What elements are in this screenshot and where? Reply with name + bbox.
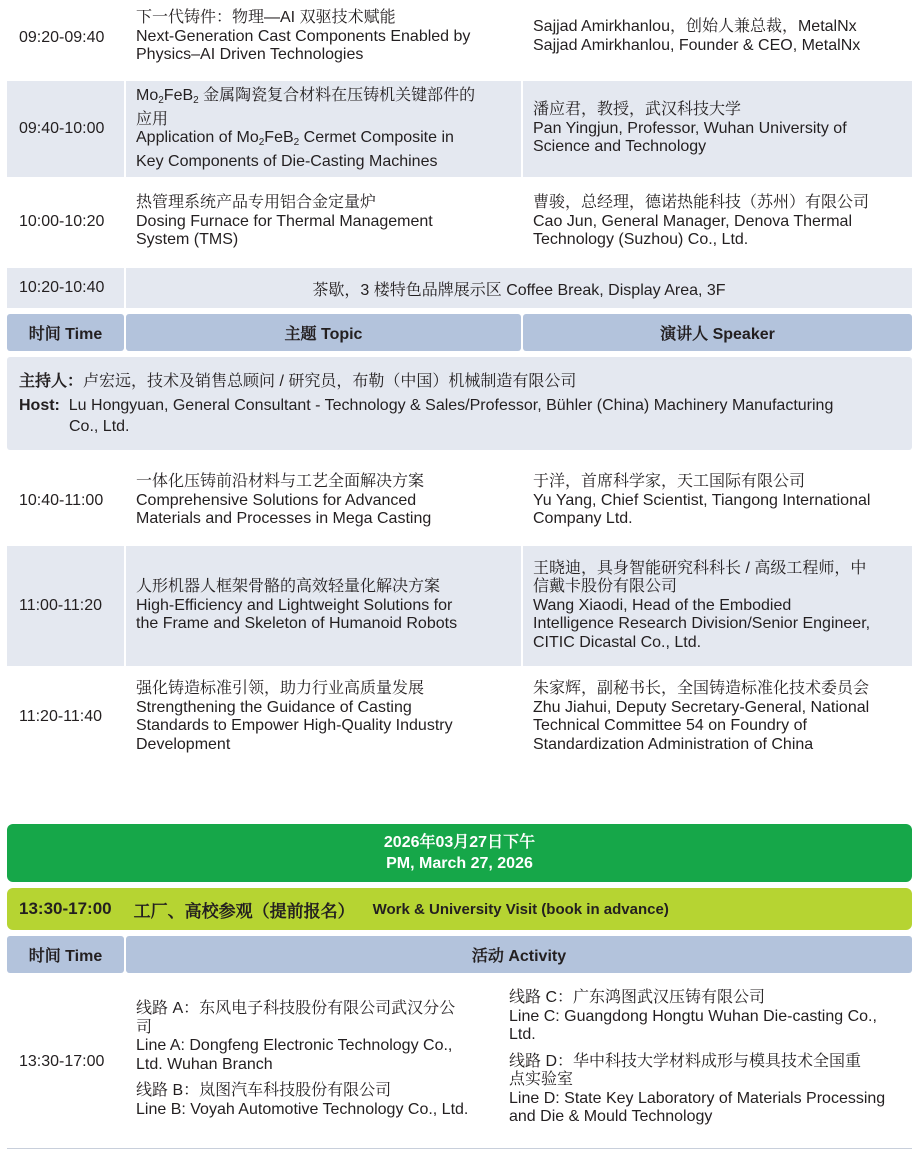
speaker-line: Company Ltd. xyxy=(533,510,633,528)
session-time: 09:40-10:00 xyxy=(7,81,124,177)
route-d: 线路 D：华中科技大学材料成形与模具技术全国重 点实验室 Line D: State Key Laboratory of Materials Processing and Die & Mould Technology xyxy=(509,1052,886,1125)
speaker-line: Standardization Administration of China xyxy=(533,735,814,753)
host-text-cn: 卢宏远，技术及销售总顾问 / 研究员，布勒（中国）机械制造有限公司 xyxy=(83,373,577,390)
host-label-en: Host: xyxy=(19,397,60,414)
route-c: 线路 C：广东鸿图武汉压铸有限公司 Line C: Guangdong Hongtu Wuhan Die-casting Co., Ltd. xyxy=(509,989,877,1043)
pm-date-cn: 2026年03月27日下午 xyxy=(383,834,536,851)
speaker-line: Science and Technology xyxy=(533,138,707,156)
pm-date-banner xyxy=(7,824,912,882)
topic-en-line: Strengthening the Guidance of Casting xyxy=(136,698,412,716)
coffee-text: 茶歇，3 楼特色品牌展示区 Coffee Break, Display Area, 3F xyxy=(126,268,912,308)
topic-en-line: High-Efficiency and Lightweight Solutions for xyxy=(136,596,453,614)
header-speaker: 演讲人 Speaker xyxy=(523,314,912,351)
visit-row xyxy=(7,979,912,1145)
session-topic xyxy=(126,182,521,262)
topic-en-line: Development xyxy=(136,735,231,753)
topic-en-line: Application of $Mo_2FeB_2$ Cermet Composite in xyxy=(136,129,454,148)
visit-banner-en: Work & University Visit (book in advance) xyxy=(372,900,669,918)
topic-cn: 强化铸造标准引领，助力行业高质量发展 xyxy=(136,680,425,697)
topic-en-line: Comprehensive Solutions for Advanced xyxy=(136,491,417,509)
session-row xyxy=(7,182,912,262)
host-block xyxy=(7,357,912,450)
session-row xyxy=(7,546,912,666)
speaker-line: 潘应君，教授，武汉科技大学 xyxy=(533,101,742,119)
activity-table-header xyxy=(7,936,912,973)
speaker-line: Yu Yang, Chief Scientist, Tiangong International xyxy=(533,491,871,509)
header-time: 时间 Time xyxy=(7,314,124,351)
session-row xyxy=(7,81,912,177)
topic-en-line: Dosing Furnace for Thermal Management xyxy=(136,212,433,230)
topic-en-line: Materials and Processes in Mega Casting xyxy=(136,510,432,528)
session-speaker xyxy=(523,546,912,666)
speaker-line: Technical Committee 54 on Foundry of xyxy=(533,717,807,734)
session-topic xyxy=(126,671,521,763)
topic-cn: 人形机器人框架骨骼的高效轻量化解决方案 xyxy=(136,578,441,596)
topic-en-line: System (TMS) xyxy=(136,231,239,249)
visit-banner-time: 13:30-17:00 xyxy=(19,899,112,918)
visit-time: 13:30-17:00 xyxy=(19,1053,105,1070)
topic-cn: $Mo_2FeB_2$ 金属陶瓷复合材料在压铸机关键部件的 xyxy=(136,87,476,106)
speaker-line: 于洋，首席科学家，天工国际有限公司 xyxy=(533,473,806,491)
session-row xyxy=(7,0,912,76)
header-activity: 活动 Activity xyxy=(126,936,912,973)
host-label-cn: 主持人： xyxy=(19,373,84,390)
session-time: 10:00-10:20 xyxy=(19,213,105,230)
session-speaker xyxy=(523,462,912,540)
visit-routes-left xyxy=(136,1000,506,1119)
header-time: 时间 Time xyxy=(7,936,124,973)
topic-cn: 下一代铸件：物理—AI 双驱技术赋能 xyxy=(136,9,396,26)
coffee-break-row xyxy=(7,268,912,308)
visit-banner-cn: 工厂、高校参观（提前报名） xyxy=(133,901,355,921)
visit-routes-right xyxy=(509,989,909,1127)
speaker-line: Wang Xiaodi, Head of the Embodied xyxy=(533,596,792,614)
host-en: Host: Lu Hongyuan, General Consultant - Technology & Sales/Professor, Bühler (China) Machinery Manufacturing Co., Ltd. xyxy=(19,397,834,435)
speaker-line: Sajjad Amirkhanlou, Founder & CEO, MetalNx xyxy=(533,36,861,54)
session-topic xyxy=(126,0,521,76)
header-topic: 主题 Topic xyxy=(126,314,521,351)
visit-banner xyxy=(7,888,912,930)
route-a: 线路 A：东风电子科技股份有限公司武汉分公 司 Line A: Dongfeng Electronic Technology Co., Ltd. Wuhan Branch xyxy=(136,1000,456,1073)
topic-en-line: Key Components of Die-Casting Machines xyxy=(136,152,438,170)
table-header xyxy=(7,314,912,351)
speaker-line: 王晓迪，具身智能研究科科长 / 高级工程师，中 xyxy=(533,559,867,577)
host-cn xyxy=(19,372,576,392)
session-time: 10:40-11:00 xyxy=(19,492,104,509)
session-speaker xyxy=(523,182,912,262)
session-speaker xyxy=(523,671,912,763)
session-time: 11:20-11:40 xyxy=(19,708,103,725)
speaker-line: 信戴卡股份有限公司 xyxy=(533,578,678,596)
topic-en-line: the Frame and Skeleton of Humanoid Robots xyxy=(136,615,458,633)
pm-date-en: PM, March 27, 2026 xyxy=(386,855,533,872)
speaker-line: Technology (Suzhou) Co., Ltd. xyxy=(533,231,749,249)
session-speaker xyxy=(523,0,912,76)
bottom-divider xyxy=(7,1148,912,1149)
speaker-line: CITIC Dicastal Co., Ltd. xyxy=(533,633,702,651)
session-time: 09:20-09:40 xyxy=(19,29,105,46)
speaker-line: Sajjad Amirkhanlou，创始人兼总裁，MetalNx xyxy=(533,18,857,35)
topic-cn: 应用 xyxy=(136,110,169,128)
session-row xyxy=(7,671,912,763)
session-speaker xyxy=(523,81,912,177)
session-row xyxy=(7,462,912,540)
topic-en-line: Standards to Empower High-Quality Industry xyxy=(136,717,453,734)
speaker-line: 曹骏，总经理，德诺热能科技（苏州）有限公司 xyxy=(533,194,870,212)
coffee-time: 10:20-10:40 xyxy=(7,268,124,308)
speaker-line: Pan Yingjun, Professor, Wuhan University of xyxy=(533,119,847,137)
session-topic xyxy=(126,546,521,666)
session-topic xyxy=(126,462,521,540)
speaker-line: Cao Jun, General Manager, Denova Thermal xyxy=(533,212,852,230)
session-topic xyxy=(126,81,521,177)
route-b: 线路 B：岚图汽车科技股份有限公司 Line B: Voyah Automotive Technology Co., Ltd. xyxy=(136,1082,469,1118)
session-time: 11:00-11:20 xyxy=(7,546,124,666)
speaker-line: Zhu Jiahui, Deputy Secretary-General, National xyxy=(533,698,870,716)
topic-en-line: Physics–AI Driven Technologies xyxy=(136,46,364,63)
topic-en-line: Next-Generation Cast Components Enabled by xyxy=(136,27,471,45)
topic-cn: 一体化压铸前沿材料与工艺全面解决方案 xyxy=(136,473,425,491)
speaker-line: 朱家辉，副秘书长，全国铸造标准化技术委员会 xyxy=(533,680,870,697)
topic-cn: 热管理系统产品专用铝合金定量炉 xyxy=(136,194,377,212)
speaker-line: Intelligence Research Division/Senior Engineer, xyxy=(533,615,871,633)
